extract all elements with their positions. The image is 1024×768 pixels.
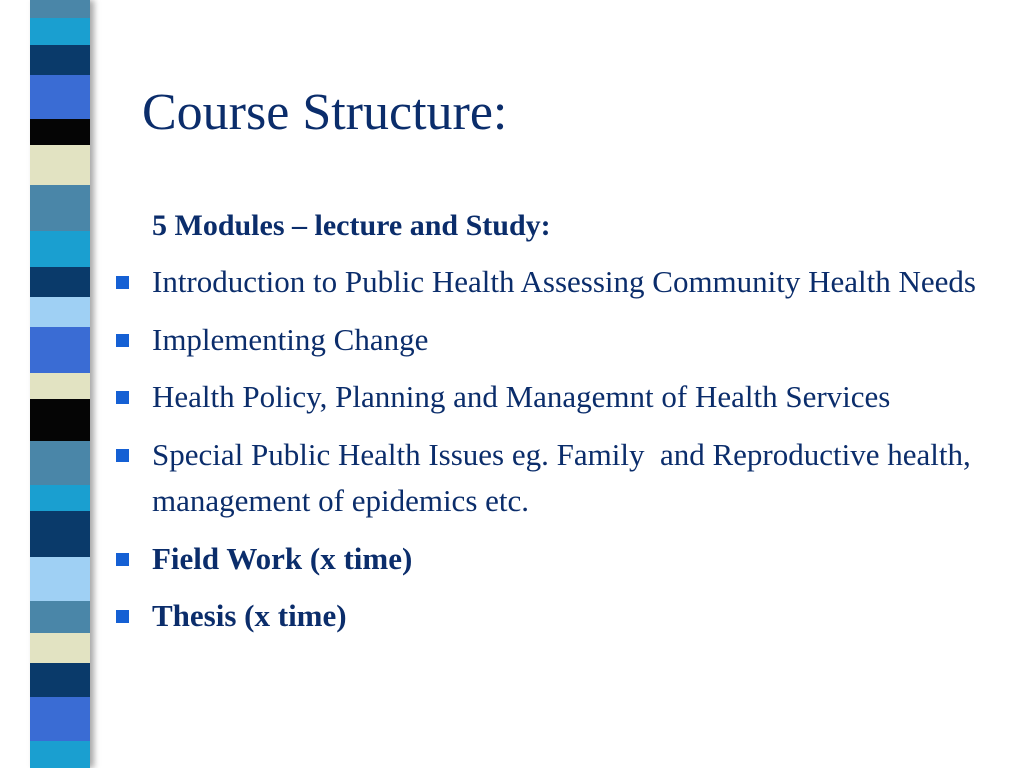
decorative-stripe — [30, 441, 90, 485]
decorative-stripe — [30, 267, 90, 297]
decorative-stripe — [30, 399, 90, 441]
square-bullet-icon — [116, 334, 129, 347]
square-bullet-icon — [116, 449, 129, 462]
decorative-stripe — [30, 18, 90, 45]
decorative-stripe — [30, 0, 90, 18]
slide-subheading: 5 Modules – lecture and Study: — [152, 209, 551, 242]
bullet-item — [110, 593, 1000, 640]
slide-title: Course Structure: — [142, 84, 508, 141]
decorative-stripe — [30, 601, 90, 633]
bullet-list — [110, 259, 1000, 640]
decorative-stripe — [30, 185, 90, 231]
decorative-stripe — [30, 485, 90, 511]
decorative-stripe — [30, 45, 90, 75]
bullet-text: Implementing Change — [152, 321, 429, 357]
decorative-side-strip — [30, 0, 90, 768]
decorative-stripe — [30, 741, 90, 768]
decorative-stripe — [30, 119, 90, 145]
decorative-stripe — [30, 633, 90, 663]
square-bullet-icon — [116, 391, 129, 404]
decorative-stripe — [30, 557, 90, 601]
square-bullet-icon — [116, 553, 129, 566]
slide-content — [110, 206, 1000, 651]
decorative-stripe — [30, 231, 90, 267]
bullet-item — [110, 317, 1000, 364]
bullet-text: Health Policy, Planning and Managemnt of Health Services — [152, 379, 891, 414]
bullet-item — [110, 432, 1000, 525]
decorative-stripe — [30, 663, 90, 697]
bullet-item — [110, 536, 1000, 583]
bullet-text: Field Work (x time) — [152, 540, 413, 576]
bullet-text: Thesis (x time) — [152, 598, 347, 633]
decorative-stripe — [30, 145, 90, 185]
square-bullet-icon — [116, 276, 129, 289]
decorative-stripe — [30, 697, 90, 741]
decorative-stripe — [30, 75, 90, 119]
bullet-item — [110, 374, 1000, 421]
decorative-stripe — [30, 511, 90, 557]
bullet-item — [110, 259, 1000, 306]
decorative-stripe — [30, 297, 90, 327]
square-bullet-icon — [116, 610, 129, 623]
bullet-text: Introduction to Public Health Assessing Community Health Needs — [152, 264, 976, 299]
bullet-text: Special Public Health Issues eg. Family and Reproductive health, management of epidemics etc. — [152, 436, 971, 518]
decorative-stripe — [30, 327, 90, 373]
decorative-stripe — [30, 373, 90, 399]
